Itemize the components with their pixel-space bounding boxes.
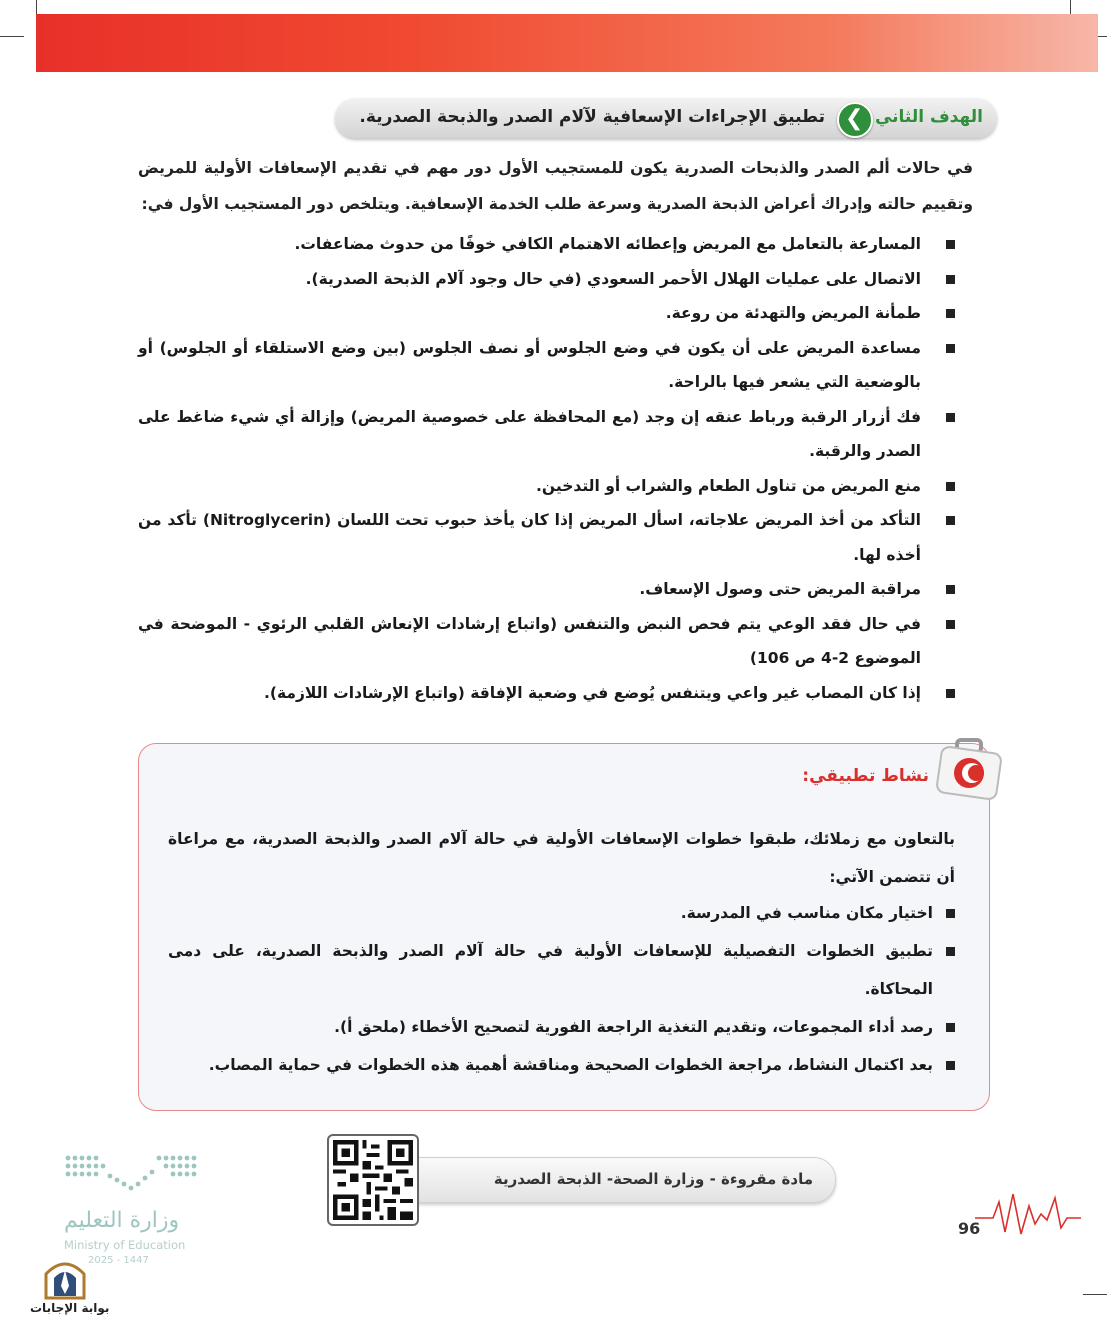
ministry-year: 2025 - 1447 [88, 1255, 149, 1266]
ministry-name-ar: وزارة التعليم [64, 1208, 180, 1233]
intro-paragraph: في حالات ألم الصدر والذبحات الصدرية يكون للمستجيب الأول دور مهم في تقديم الإسعافات الأولية للمريض وتقييم حالته وإدراك أعراض الذبحة الصدرية وسرعة طلب الخدمة الإسعافية. ويتلخص دور المستجيب الأول في: [138, 159, 973, 213]
site-name: بوابة الإجابات [30, 1301, 110, 1315]
header-band [36, 14, 1098, 72]
activity-bullet-list [168, 894, 955, 1084]
goal-bar [335, 98, 997, 138]
list-item: بعد اكتمال النشاط، مراجعة الخطوات الصحيحة ومناقشة أهمية هذه الخطوات في حماية المصاب. [168, 1046, 955, 1084]
arrow-left-icon: ❮ [837, 102, 873, 138]
first-aid-kit-icon [933, 738, 1005, 802]
list-item: طمأنة المريض والتهدئة من روعة. [138, 296, 955, 331]
page-number: 96 [958, 1219, 981, 1238]
list-item: الاتصال على عمليات الهلال الأحمر السعودي (في حال وجود آلام الذبحة الصدرية). [138, 262, 955, 297]
ministry-logo-icon [64, 1150, 200, 1202]
goal-label: الهدف الثاني [874, 107, 983, 127]
list-item: المسارعة بالتعامل مع المريض وإعطائه الاهتمام الكافي خوفًا من حدوث مضاعفات. [138, 227, 955, 262]
activity-paragraph: بالتعاون مع زملائك، طبقوا خطوات الإسعافات الأولية في حالة آلام الصدر والذبحة الصدرية، مع مراعاة أن تتضمن الآتي: [168, 830, 955, 886]
list-item: مساعدة المريض على أن يكون في وضع الجلوس أو نصف الجلوس (بين وضع الاستلقاء أو الجلوس) أو بالوضعية التي يشعر فيها بالراحة. [138, 331, 955, 400]
list-item: اختيار مكان مناسب في المدرسة. [168, 894, 955, 932]
site-logo-icon [42, 1256, 88, 1300]
crop-mark [0, 36, 24, 37]
crop-mark [1083, 1294, 1107, 1295]
list-item: في حال فقد الوعي يتم فحص النبض والتنفس (واتباع إرشادات الإنعاش القلبي الرئوي - الموضحة في الموضوع 2-4 ص 106) [138, 607, 955, 676]
list-item: تطبيق الخطوات التفصيلية للإسعافات الأولية في حالة آلام الصدر والذبحة الصدرية، على دمى المحاكاة. [168, 932, 955, 1008]
activity-title: نشاط تطبيقي: [802, 766, 929, 786]
list-item: إذا كان المصاب غير واعي ويتنفس يُوضع في وضعية الإفاقة (واتباع الإرشادات اللازمة). [138, 676, 955, 711]
list-item: فك أزرار الرقبة ورباط عنقه إن وجد (مع المحافظة على خصوصية المريض) وإزالة أي شيء ضاغط على الصدر والرقبة. [138, 400, 955, 469]
reference-text: مادة مقروءة - وزارة الصحة- الذبحة الصدرية [493, 1170, 813, 1188]
list-item: منع المريض من تناول الطعام والشراب أو التدخين. [138, 469, 955, 504]
goal-title: تطبيق الإجراءات الإسعافية لآلام الصدر والذبحة الصدرية. [359, 107, 825, 127]
reference-bar [412, 1157, 836, 1203]
list-item: رصد أداء المجموعات، وتقديم التغذية الراجعة الفورية لتصحيح الأخطاء (ملحق أ). [168, 1008, 955, 1046]
qr-code-icon[interactable] [327, 1134, 419, 1226]
bullet-list [138, 227, 955, 710]
ecg-line-icon [975, 1188, 1081, 1246]
list-item: مراقبة المريض حتى وصول الإسعاف. [138, 572, 955, 607]
list-item: التأكد من أخذ المريض علاجاته، اسأل المريض إذا كان يأخذ حبوب تحت اللسان (Nitroglycerin) تأكد من أخذه لها. [138, 503, 955, 572]
ministry-name-en: Ministry of Education [64, 1238, 186, 1252]
